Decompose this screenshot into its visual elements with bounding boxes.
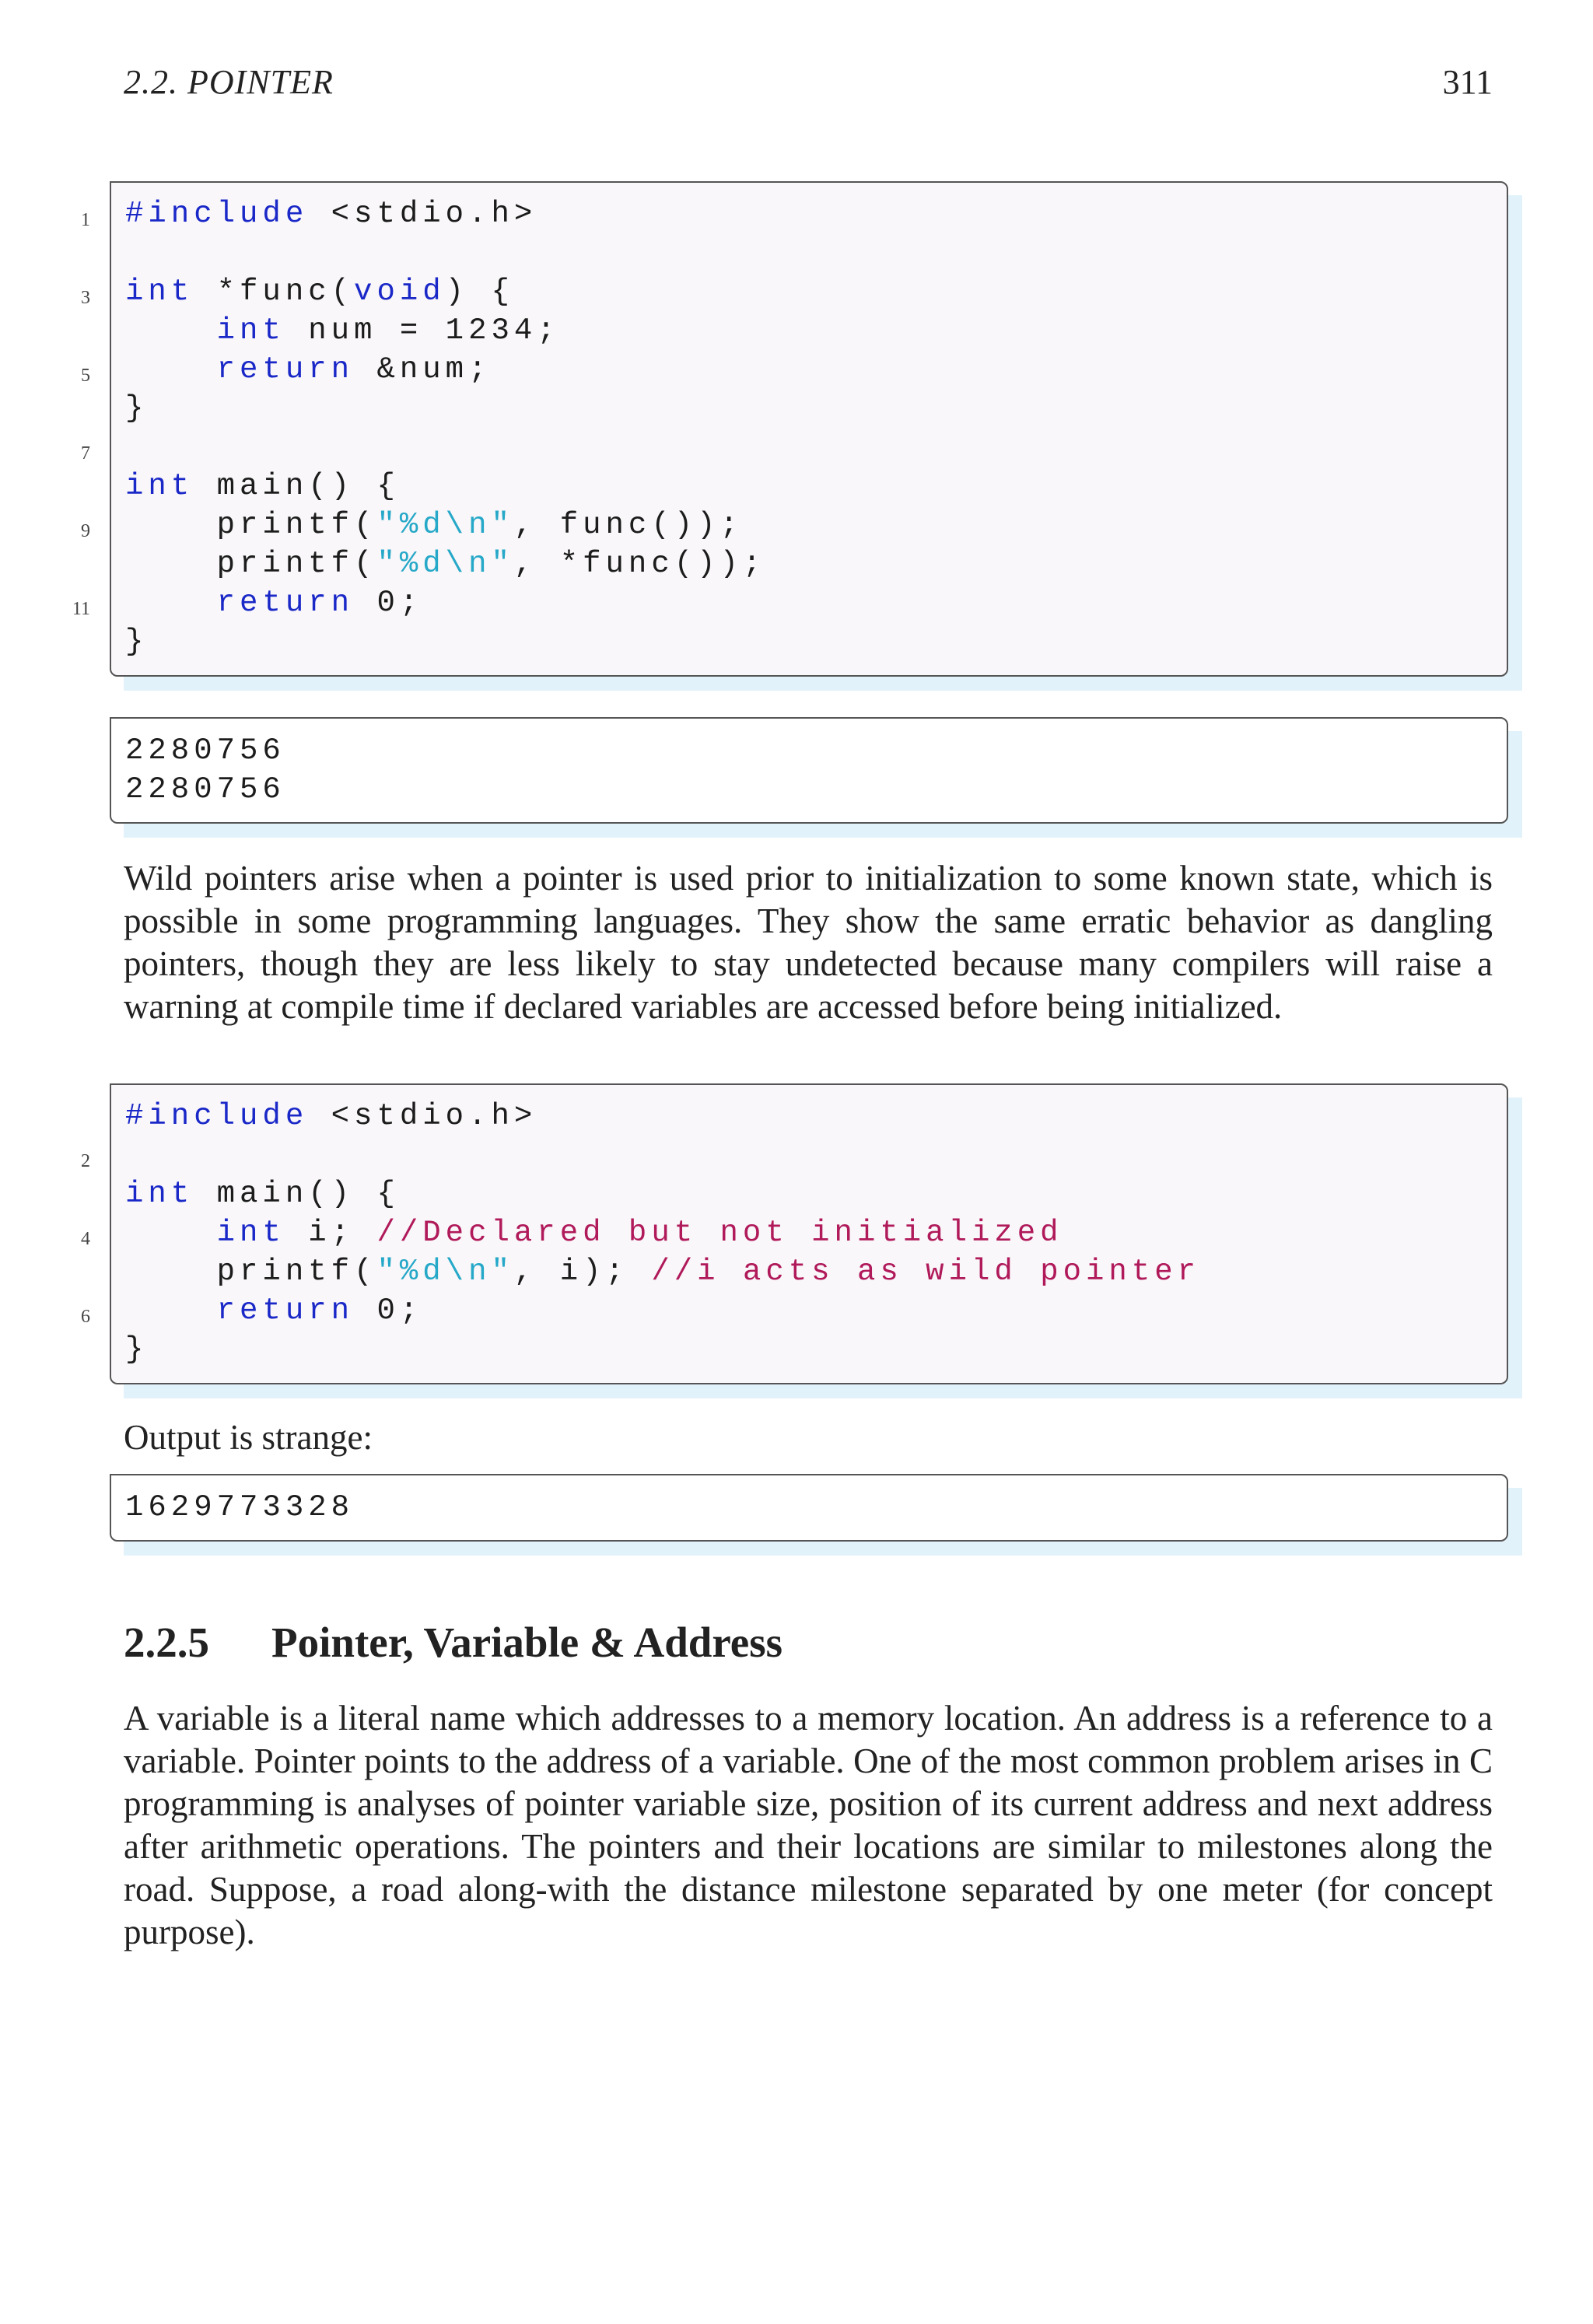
code-text: , func()); bbox=[513, 508, 743, 542]
code-line bbox=[125, 544, 765, 583]
code-text: 0; bbox=[354, 586, 423, 620]
code-text bbox=[125, 1293, 217, 1328]
code-line bbox=[125, 194, 537, 233]
code-text: main() { bbox=[194, 469, 400, 503]
code-line bbox=[125, 467, 400, 506]
line-number: 6 bbox=[81, 1307, 90, 1327]
code-text: *func( bbox=[194, 275, 355, 309]
code-comment: //Declared but not initialized bbox=[376, 1216, 1063, 1250]
line-number: 2 bbox=[81, 1151, 90, 1171]
code-text: &num; bbox=[354, 352, 492, 387]
code-text bbox=[125, 352, 217, 387]
code-keyword: #include bbox=[125, 1099, 309, 1133]
code-line bbox=[125, 1252, 1200, 1291]
code-text: <stdio.h> bbox=[308, 1099, 537, 1133]
code-comment: //i acts as wild pointer bbox=[651, 1255, 1201, 1289]
code-text: printf( bbox=[125, 508, 377, 542]
code-listing-1 bbox=[72, 181, 1508, 677]
code-text: } bbox=[125, 625, 149, 659]
code-keyword: return bbox=[216, 586, 355, 620]
code-text: printf( bbox=[125, 547, 377, 581]
code-keyword: int bbox=[125, 469, 194, 503]
code-string: "%d\n" bbox=[376, 508, 514, 542]
section-title: Pointer, Variable & Address bbox=[271, 1619, 783, 1666]
code-keyword: int bbox=[216, 313, 285, 348]
code-text: } bbox=[125, 391, 149, 425]
code-keyword: void bbox=[354, 275, 446, 309]
code-keyword: int bbox=[125, 275, 194, 309]
output-line: 1629773328 bbox=[125, 1490, 355, 1524]
code-text bbox=[125, 586, 217, 620]
line-number: 7 bbox=[81, 443, 90, 464]
code-text: , *func()); bbox=[513, 547, 766, 581]
header-section-title: 2.2. POINTER bbox=[124, 63, 334, 101]
code-line bbox=[125, 1291, 422, 1330]
code-text: , i); bbox=[513, 1255, 652, 1289]
code-listing-2 bbox=[81, 1083, 1508, 1384]
code-text: i; bbox=[285, 1216, 377, 1250]
code-line bbox=[125, 506, 743, 544]
code-text: num = 1234; bbox=[285, 313, 560, 348]
code-string: "%d\n" bbox=[376, 1255, 514, 1289]
code-line bbox=[125, 1213, 1063, 1252]
code-string: "%d\n" bbox=[376, 547, 514, 581]
code-line bbox=[125, 311, 560, 350]
line-number: 1 bbox=[81, 210, 90, 230]
code-line bbox=[125, 389, 148, 428]
running-header bbox=[124, 62, 1493, 109]
code-keyword: return bbox=[216, 1293, 355, 1328]
line-number: 5 bbox=[81, 366, 90, 386]
code-line bbox=[125, 622, 148, 661]
section-heading bbox=[124, 1618, 782, 1667]
line-number: 3 bbox=[81, 288, 90, 308]
code-line bbox=[125, 350, 492, 389]
page-number: 311 bbox=[1442, 63, 1493, 101]
code-keyword: return bbox=[216, 352, 355, 387]
code-text: printf( bbox=[125, 1255, 377, 1289]
output-line: 2280756 bbox=[125, 772, 285, 807]
output-box-1 bbox=[110, 717, 1508, 824]
line-number: 4 bbox=[81, 1229, 90, 1249]
code-text: ) { bbox=[445, 275, 514, 309]
code-line bbox=[125, 583, 422, 622]
line-number: 9 bbox=[81, 521, 90, 541]
code-line bbox=[125, 1174, 400, 1213]
code-text: 0; bbox=[354, 1293, 423, 1328]
code-text: <stdio.h> bbox=[308, 197, 537, 231]
code-line bbox=[125, 1097, 537, 1136]
paragraph-pointer-variable-address: A variable is a literal name which addresses to a memory location. An address is a reference to a variable. Pointer points to the address of a variable. One of the most common problem arises in C programming is analyses of pointer variable size, position of its current address and next address after arithmetic operations. The pointers and their locations are similar to milestones along the road. Suppose, a road along-with the distance milestone separated by one meter (for concept purpose). bbox=[124, 1699, 1493, 1951]
paragraph-output-strange: Output is strange: bbox=[124, 1418, 373, 1457]
code-text bbox=[125, 1216, 217, 1250]
section-number: 2.2.5 bbox=[124, 1619, 209, 1666]
code-text bbox=[125, 313, 217, 348]
output-box-2 bbox=[110, 1474, 1508, 1542]
code-text: main() { bbox=[194, 1177, 400, 1211]
paragraph-wild-pointers: Wild pointers arise when a pointer is used prior to initialization to some known state, which is possible in some programming languages. They show the same erratic behavior as dangling pointers, though they are less likely to stay undetected because many compilers will raise a warning at compile time if declared variables are accessed before being initialized. bbox=[124, 859, 1493, 1026]
code-text: } bbox=[125, 1332, 149, 1367]
output-line: 2280756 bbox=[125, 733, 285, 768]
code-line bbox=[125, 272, 514, 311]
line-number: 11 bbox=[72, 599, 90, 619]
code-keyword: int bbox=[216, 1216, 285, 1250]
code-keyword: #include bbox=[125, 197, 309, 231]
code-keyword: int bbox=[125, 1177, 194, 1211]
code-line bbox=[125, 1330, 148, 1369]
